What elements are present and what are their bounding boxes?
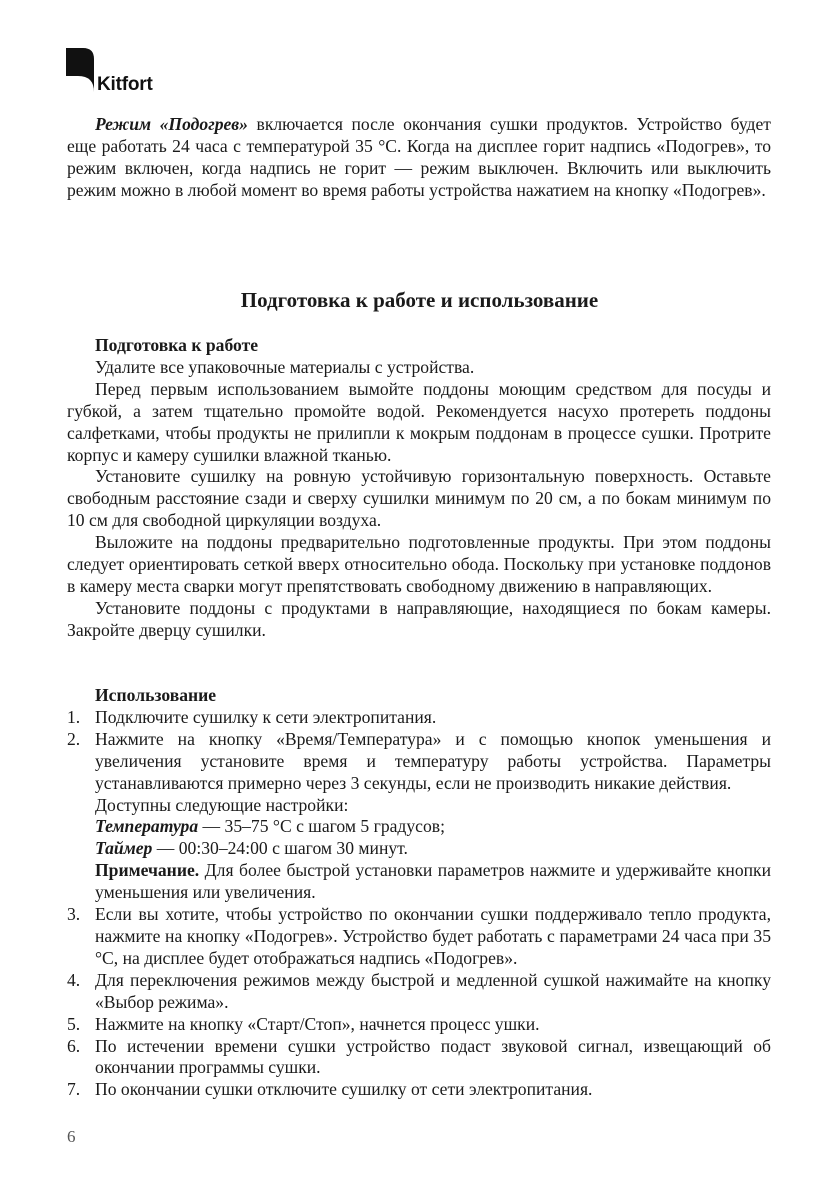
note-label: Примечание. (95, 860, 200, 881)
intro-paragraph (67, 114, 771, 202)
step-text: Для переключения режимов между быстрой и медленной сушкой нажимайте на кнопку «Выбор режима». (95, 969, 771, 1012)
page-number: 6 (67, 1127, 76, 1146)
step-item (67, 729, 771, 904)
usage-steps (67, 707, 771, 1101)
preparation-paragraph: Удалите все упаковочные материалы с устройства. (95, 356, 475, 377)
step-text: Нажмите на кнопку «Старт/Стоп», начнется процесс ушки. (95, 1013, 540, 1034)
temperature-value: — 35–75 °C с шагом 5 градусов; (198, 816, 445, 837)
step-item (67, 1036, 771, 1080)
intro-block (67, 114, 771, 202)
section-title: Подготовка к работе и использование (240, 288, 599, 312)
usage-heading: Использование (95, 685, 217, 705)
step-text: Если вы хотите, чтобы устройство по окончании сушки поддерживало тепло продукта, нажмите на кнопку «Подогрев». Устройство будет работать с параметрами 24 часа при 35 °C, на дисплее будет отображаться надпись «Подогрев». (95, 904, 771, 968)
step-item (67, 1079, 771, 1101)
step-number: 1. (67, 706, 81, 727)
step-item (67, 1014, 771, 1036)
step-number: 3. (67, 904, 81, 925)
usage-block (67, 685, 771, 1101)
step-text: По истечении времени сушки устройство подаст звуковой сигнал, извещающий об окончании программы сушки. (95, 1035, 771, 1078)
note-text: Для более быстрой установки параметров нажмите и удерживайте кнопки уменьшения или увеличения. (95, 860, 771, 903)
brand-name: Kitfort (97, 74, 153, 95)
note (95, 860, 771, 904)
preparation-paragraph: Выложите на поддоны предварительно подготовленные продукты. При этом поддоны следует ориентировать сеткой вверх относительно обода. Поскольку при установке поддонов в камеру места сварки могут препятствовать свободному движению в направляющих. (67, 532, 771, 596)
step-number: 5. (67, 1013, 81, 1034)
timer-label: Таймер (95, 838, 153, 859)
brand-logo (66, 48, 186, 100)
timer-setting (95, 838, 771, 860)
step-item (67, 970, 771, 1014)
step-number: 4. (67, 969, 81, 990)
timer-value: — 00:30–24:00 с шагом 30 минут. (152, 838, 408, 859)
step-number: 6. (67, 1035, 81, 1056)
step-text: Подключите сушилку к сети электропитания. (95, 706, 437, 727)
step-item (67, 707, 771, 729)
temperature-label: Температура (95, 816, 199, 837)
preparation-heading: Подготовка к работе (95, 335, 259, 355)
settings-intro: Доступны следующие настройки: (95, 794, 349, 815)
preparation-paragraph: Перед первым использованием вымойте поддоны моющим средством для посуды и губкой, а затем тщательно промойте водой. Рекомендуется насухо протереть поддоны салфетками, чтобы продукты не прилипли к мокрым поддонам в процессе сушки. Протрите корпус и камеру сушилки влажной тканью. (67, 378, 771, 465)
intro-text: включается после окончания сушки продуктов. Устройство будет еще работать 24 часа с температурой 35 °C. Когда на дисплее горит надпись «Подогрев», то режим включен, когда надпись не горит — режим выключен. Включить или выключить режим можно в любой момент во время работы устройства нажатием на кнопку «Подогрев». (67, 114, 771, 200)
step-number: 7. (67, 1079, 81, 1100)
temperature-setting (95, 816, 771, 838)
preparation-block (67, 335, 771, 642)
step-item (67, 904, 771, 970)
preparation-paragraph: Установите поддоны с продуктами в направляющие, находящиеся по бокам камеры. Закройте дверцу сушилки. (67, 597, 771, 640)
mode-name: Режим «Подогрев» (95, 114, 248, 134)
step-text: Нажмите на кнопку «Время/Температура» и с помощью кнопок уменьшения и увеличения установите время и температуру работы устройства. Параметры устанавливаются примерно через 3 секунды, если не производить никакие действия. (95, 728, 771, 793)
step-text: По окончании сушки отключите сушилку от сети электропитания. (95, 1079, 593, 1100)
preparation-paragraph: Установите сушилку на ровную устойчивую горизонтальную поверхность. Оставьте свободным расстояние сзади и сверху сушилки минимум по 20 см, а по бокам минимум по 10 см для свободной циркуляции воздуха. (67, 466, 771, 531)
kitfort-logo-icon (66, 48, 94, 92)
step-number: 2. (67, 728, 81, 749)
